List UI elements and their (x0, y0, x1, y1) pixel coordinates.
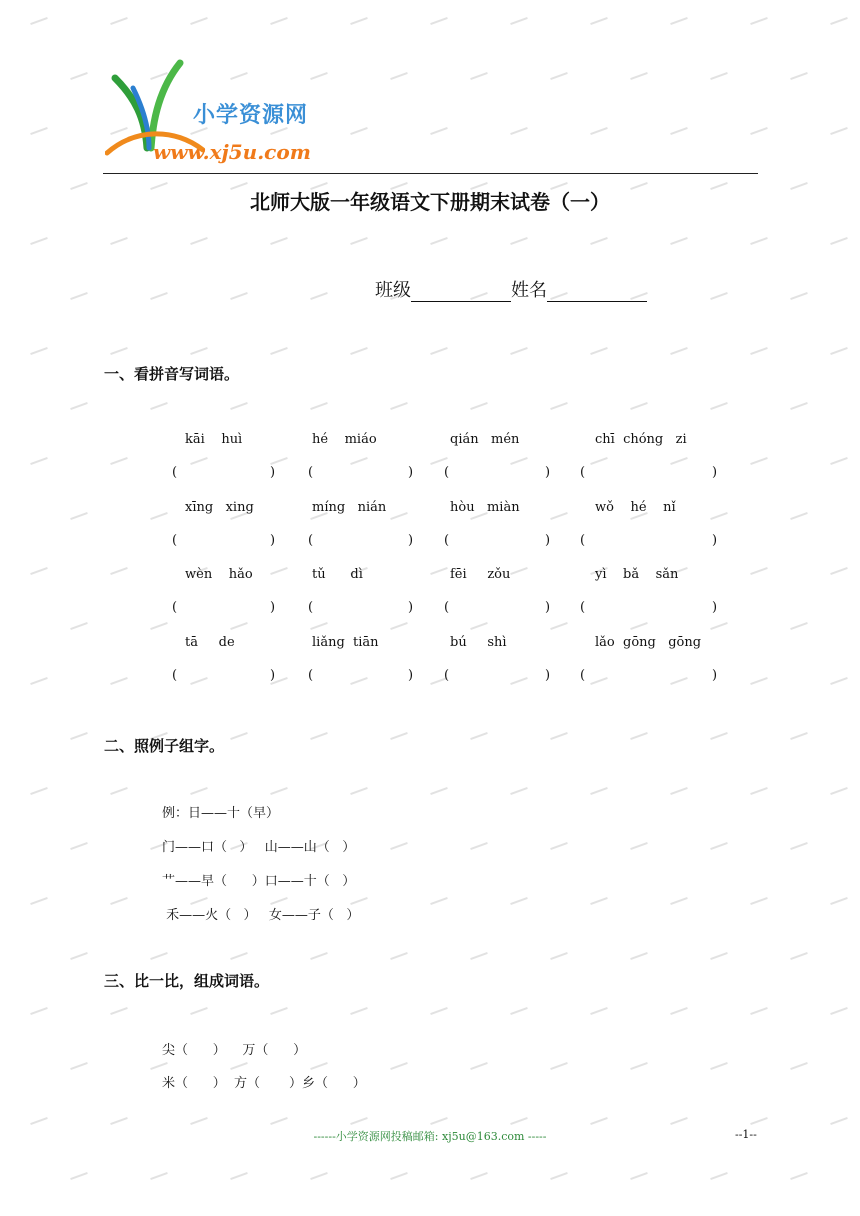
watermark-mark (630, 622, 648, 630)
example-line: 艹——早（ ）口——十（ ） (162, 874, 356, 889)
pinyin-word: wèn hǎo (185, 567, 253, 582)
watermark-mark (270, 787, 288, 795)
pinyin-word: kāi huì (185, 432, 243, 447)
watermark-mark (30, 237, 48, 245)
watermark-mark (510, 127, 528, 135)
watermark-mark (430, 127, 448, 135)
watermark-mark (190, 677, 208, 685)
watermark-mark (630, 72, 648, 80)
watermark-mark (510, 17, 528, 25)
watermark-mark (390, 842, 408, 850)
watermark-mark (550, 1172, 568, 1180)
watermark-mark (790, 1062, 808, 1070)
watermark-mark (590, 347, 608, 355)
watermark-mark (670, 1007, 688, 1015)
compare-line: 米（ ） 方（ ）乡（ ） (162, 1076, 366, 1091)
name-label: 姓名 (511, 280, 547, 301)
pinyin-word: xīng xing (185, 500, 254, 515)
watermark-mark (630, 952, 648, 960)
watermark-mark (550, 512, 568, 520)
answer-paren-open[interactable]: ( (580, 533, 586, 548)
watermark-mark (430, 897, 448, 905)
answer-paren-close: ) (408, 600, 414, 615)
watermark-mark (590, 1117, 608, 1125)
logo-url: www.xj5u.com (153, 140, 311, 164)
watermark-mark (790, 72, 808, 80)
answer-paren-close: ) (545, 465, 551, 480)
watermark-mark (750, 237, 768, 245)
pinyin-word: wǒ hé nǐ (595, 500, 676, 515)
watermark-mark (750, 347, 768, 355)
watermark-mark (710, 402, 728, 410)
answer-paren-open[interactable]: ( (580, 600, 586, 615)
page-number: --1-- (735, 1128, 757, 1141)
watermark-mark (70, 1172, 88, 1180)
watermark-mark (310, 1172, 328, 1180)
watermark-mark (670, 127, 688, 135)
watermark-mark (430, 237, 448, 245)
pinyin-word: yì bǎ sǎn (595, 567, 679, 582)
watermark-mark (110, 17, 128, 25)
answer-paren-open[interactable]: ( (308, 600, 314, 615)
answer-paren-open[interactable]: ( (172, 600, 178, 615)
watermark-mark (710, 842, 728, 850)
section-1-heading: 一、看拼音写词语。 (104, 365, 240, 383)
answer-paren-close: ) (545, 600, 551, 615)
name-blank[interactable] (547, 283, 647, 302)
watermark-mark (390, 402, 408, 410)
answer-paren-open[interactable]: ( (444, 668, 450, 683)
pinyin-word: tǔ dì (312, 567, 363, 582)
watermark-mark (710, 512, 728, 520)
watermark-mark (70, 732, 88, 740)
answer-paren-open[interactable]: ( (172, 465, 178, 480)
watermark-mark (670, 677, 688, 685)
answer-paren-open[interactable]: ( (308, 668, 314, 683)
watermark-mark (790, 732, 808, 740)
watermark-mark (470, 952, 488, 960)
class-blank[interactable] (411, 283, 511, 302)
watermark-mark (110, 677, 128, 685)
watermark-mark (350, 457, 368, 465)
watermark-mark (670, 347, 688, 355)
watermark-mark (230, 622, 248, 630)
watermark-mark (390, 732, 408, 740)
pinyin-word: liǎng tiān (312, 635, 379, 650)
watermark-mark (350, 237, 368, 245)
pinyin-word: hòu miàn (450, 500, 520, 515)
watermark-mark (790, 292, 808, 300)
watermark-mark (350, 1007, 368, 1015)
watermark-mark (630, 842, 648, 850)
watermark-mark (470, 402, 488, 410)
watermark-mark (630, 402, 648, 410)
watermark-mark (230, 1172, 248, 1180)
answer-paren-close: ) (408, 465, 414, 480)
watermark-mark (150, 402, 168, 410)
watermark-mark (230, 952, 248, 960)
watermark-mark (590, 897, 608, 905)
watermark-mark (70, 622, 88, 630)
watermark-mark (350, 127, 368, 135)
watermark-mark (430, 567, 448, 575)
watermark-mark (150, 1172, 168, 1180)
watermark-mark (70, 952, 88, 960)
watermark-mark (590, 17, 608, 25)
section-2-heading: 二、照例子组字。 (104, 737, 225, 755)
watermark-mark (670, 17, 688, 25)
answer-paren-open[interactable]: ( (308, 465, 314, 480)
watermark-mark (110, 897, 128, 905)
watermark-mark (150, 292, 168, 300)
watermark-mark (390, 1062, 408, 1070)
watermark-mark (830, 1117, 848, 1125)
watermark-mark (30, 897, 48, 905)
watermark-mark (190, 457, 208, 465)
class-label: 班级 (375, 280, 411, 301)
watermark-mark (310, 622, 328, 630)
watermark-mark (510, 237, 528, 245)
watermark-mark (510, 787, 528, 795)
watermark-mark (830, 237, 848, 245)
watermark-mark (390, 622, 408, 630)
watermark-mark (750, 1117, 768, 1125)
watermark-mark (710, 952, 728, 960)
watermark-mark (550, 842, 568, 850)
watermark-mark (750, 787, 768, 795)
watermark-mark (750, 897, 768, 905)
watermark-mark (590, 237, 608, 245)
watermark-mark (30, 567, 48, 575)
watermark-mark (30, 17, 48, 25)
watermark-mark (310, 292, 328, 300)
answer-paren-close: ) (712, 668, 718, 683)
watermark-mark (510, 567, 528, 575)
pinyin-word: lǎo gōng gōng (595, 635, 702, 650)
watermark-mark (750, 1007, 768, 1015)
watermark-mark (630, 1172, 648, 1180)
watermark-mark (470, 1172, 488, 1180)
watermark-mark (110, 1007, 128, 1015)
example-line: 例：日——十（早） (162, 806, 280, 821)
class-name-line (375, 276, 647, 302)
answer-paren-close: ) (270, 465, 276, 480)
watermark-mark (590, 787, 608, 795)
watermark-mark (430, 1007, 448, 1015)
pinyin-word: hé miáo (312, 432, 377, 447)
page-title: 北师大版一年级语文下册期末试卷（一） (250, 190, 610, 214)
pinyin-word: fēi zǒu (450, 567, 511, 582)
watermark-mark (790, 512, 808, 520)
site-logo (105, 58, 325, 168)
example-line: 禾——火（ ） 女——子（ ） (162, 908, 360, 923)
watermark-mark (30, 677, 48, 685)
watermark-mark (510, 1117, 528, 1125)
watermark-mark (750, 17, 768, 25)
watermark-mark (630, 1062, 648, 1070)
answer-paren-close: ) (545, 668, 551, 683)
watermark-mark (510, 1007, 528, 1015)
watermark-mark (550, 622, 568, 630)
watermark-mark (70, 1062, 88, 1070)
watermark-mark (70, 72, 88, 80)
answer-paren-open[interactable]: ( (444, 533, 450, 548)
watermark-mark (430, 17, 448, 25)
watermark-mark (670, 1117, 688, 1125)
watermark-mark (30, 1117, 48, 1125)
watermark-mark (190, 787, 208, 795)
watermark-mark (350, 347, 368, 355)
watermark-mark (190, 1117, 208, 1125)
answer-paren-close: ) (712, 533, 718, 548)
watermark-mark (830, 127, 848, 135)
answer-paren-close: ) (712, 600, 718, 615)
watermark-mark (710, 292, 728, 300)
watermark-mark (230, 292, 248, 300)
watermark-mark (790, 1172, 808, 1180)
answer-paren-close: ) (408, 668, 414, 683)
watermark-mark (590, 1007, 608, 1015)
pinyin-word: chī chóng zi (595, 432, 687, 447)
watermark-mark (110, 457, 128, 465)
watermark-mark (510, 457, 528, 465)
watermark-mark (390, 1172, 408, 1180)
compare-line: 尖（ ） 万（ ） (162, 1043, 307, 1058)
answer-paren-open[interactable]: ( (172, 668, 178, 683)
watermark-mark (30, 1007, 48, 1015)
watermark-mark (30, 457, 48, 465)
watermark-mark (550, 1062, 568, 1070)
watermark-mark (470, 1062, 488, 1070)
watermark-mark (230, 732, 248, 740)
watermark-mark (270, 347, 288, 355)
watermark-mark (150, 952, 168, 960)
watermark-mark (670, 897, 688, 905)
watermark-mark (350, 677, 368, 685)
answer-paren-close: ) (408, 533, 414, 548)
watermark-mark (830, 897, 848, 905)
watermark-mark (470, 622, 488, 630)
watermark-mark (110, 347, 128, 355)
watermark-mark (710, 72, 728, 80)
pinyin-word: tā de (185, 635, 235, 650)
watermark-mark (70, 402, 88, 410)
watermark-mark (430, 347, 448, 355)
watermark-mark (310, 952, 328, 960)
watermark-mark (830, 677, 848, 685)
watermark-mark (830, 567, 848, 575)
watermark-mark (430, 457, 448, 465)
answer-paren-open[interactable]: ( (172, 533, 178, 548)
watermark-mark (390, 512, 408, 520)
header-rule (103, 173, 758, 174)
watermark-mark (590, 127, 608, 135)
answer-paren-open[interactable]: ( (444, 465, 450, 480)
pinyin-word: míng nián (312, 500, 387, 515)
watermark-mark (470, 732, 488, 740)
watermark-mark (830, 787, 848, 795)
footer-text: ------小学资源网投稿邮箱: xj5u@163.com ----- (313, 1130, 547, 1143)
watermark-mark (830, 347, 848, 355)
watermark-mark (830, 457, 848, 465)
section-3-heading: 三、比一比，组成词语。 (104, 972, 270, 990)
watermark-mark (270, 237, 288, 245)
watermark-mark (510, 347, 528, 355)
watermark-mark (310, 402, 328, 410)
watermark-mark (510, 897, 528, 905)
watermark-mark (350, 787, 368, 795)
watermark-mark (750, 567, 768, 575)
watermark-mark (790, 952, 808, 960)
watermark-mark (30, 787, 48, 795)
watermark-mark (710, 1172, 728, 1180)
answer-paren-close: ) (545, 533, 551, 548)
watermark-mark (150, 622, 168, 630)
pinyin-word: bú shì (450, 635, 507, 650)
answer-paren-close: ) (712, 465, 718, 480)
watermark-mark (550, 732, 568, 740)
watermark-mark (710, 1062, 728, 1070)
answer-paren-open[interactable]: ( (444, 600, 450, 615)
watermark-mark (190, 237, 208, 245)
watermark-mark (230, 402, 248, 410)
example-line: 门——口（ ） 山——山（ ） (162, 840, 356, 855)
watermark-mark (670, 787, 688, 795)
watermark-mark (70, 512, 88, 520)
watermark-mark (70, 292, 88, 300)
watermark-mark (790, 622, 808, 630)
watermark-mark (230, 1062, 248, 1070)
watermark-mark (710, 732, 728, 740)
pinyin-word: qián mén (450, 432, 520, 447)
watermark-mark (270, 1117, 288, 1125)
watermark-mark (30, 127, 48, 135)
watermark-mark (270, 1007, 288, 1015)
watermark-mark (670, 457, 688, 465)
watermark-mark (550, 72, 568, 80)
watermark-mark (830, 1007, 848, 1015)
watermark-mark (110, 1117, 128, 1125)
watermark-mark (710, 622, 728, 630)
watermark-mark (390, 72, 408, 80)
logo-name: 小学资源网 (193, 103, 309, 128)
watermark-mark (590, 677, 608, 685)
watermark-mark (790, 842, 808, 850)
watermark-mark (110, 787, 128, 795)
answer-paren-open[interactable]: ( (580, 668, 586, 683)
watermark-mark (110, 237, 128, 245)
watermark-mark (430, 787, 448, 795)
watermark-mark (630, 732, 648, 740)
watermark-mark (110, 567, 128, 575)
watermark-mark (350, 17, 368, 25)
watermark-mark (150, 512, 168, 520)
answer-paren-close: ) (270, 533, 276, 548)
watermark-mark (750, 457, 768, 465)
watermark-mark (590, 457, 608, 465)
watermark-mark (830, 17, 848, 25)
answer-paren-open[interactable]: ( (580, 465, 586, 480)
watermark-mark (470, 842, 488, 850)
watermark-mark (150, 1062, 168, 1070)
watermark-mark (750, 127, 768, 135)
watermark-mark (190, 347, 208, 355)
watermark-mark (510, 677, 528, 685)
watermark-mark (470, 72, 488, 80)
watermark-mark (70, 842, 88, 850)
watermark-mark (750, 677, 768, 685)
watermark-mark (270, 17, 288, 25)
watermark-mark (310, 1062, 328, 1070)
watermark-mark (350, 1117, 368, 1125)
watermark-mark (270, 457, 288, 465)
watermark-mark (190, 1007, 208, 1015)
answer-paren-open[interactable]: ( (308, 533, 314, 548)
watermark-mark (550, 952, 568, 960)
answer-paren-close: ) (270, 600, 276, 615)
watermark-mark (310, 732, 328, 740)
watermark-mark (670, 237, 688, 245)
watermark-mark (430, 1117, 448, 1125)
watermark-mark (550, 402, 568, 410)
answer-paren-close: ) (270, 668, 276, 683)
watermark-mark (390, 952, 408, 960)
watermark-mark (190, 17, 208, 25)
watermark-mark (270, 567, 288, 575)
watermark-mark (30, 347, 48, 355)
watermark-mark (790, 402, 808, 410)
